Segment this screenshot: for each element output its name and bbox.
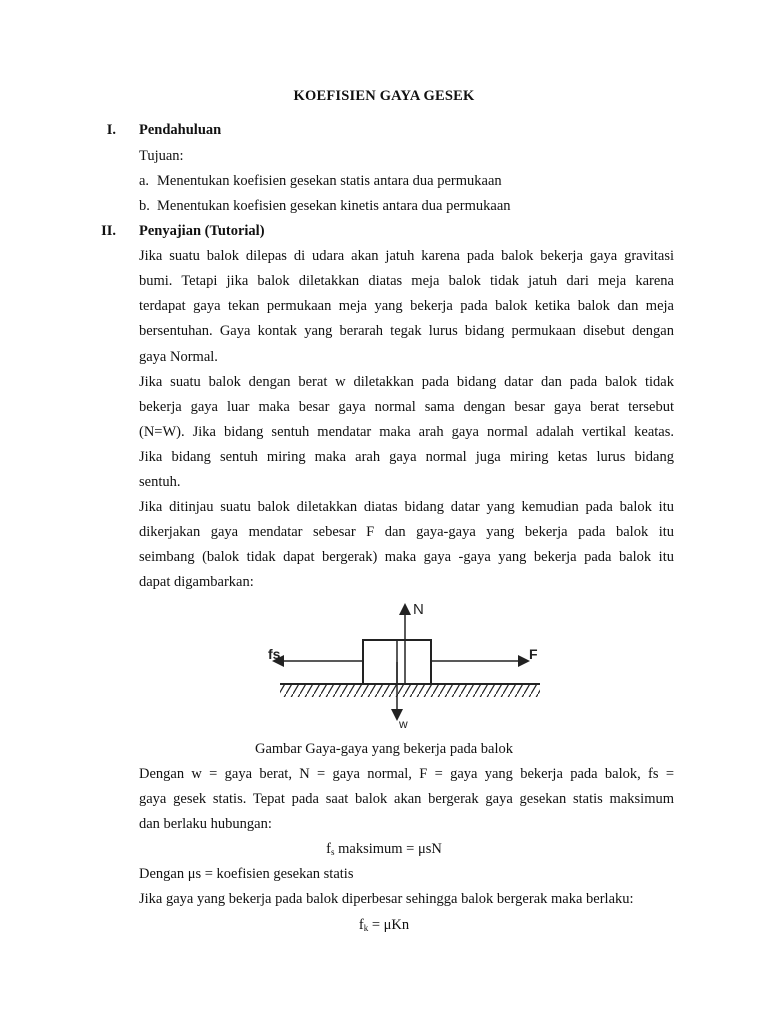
equation-static-friction [0,841,768,858]
paragraph-line: gaya Normal. [139,349,218,365]
figure-caption: Gambar Gaya-gaya yang bekerja pada balok [254,741,514,757]
section-2-heading: Penyajian (Tutorial) [139,223,265,239]
ground-hatch [280,685,540,697]
paragraph-line: sentuh. [139,474,181,490]
eq2-f: f [358,917,364,933]
objective-text-a: Menentukan koefisien gesekan statis antara dua permukaan [157,173,502,189]
paragraph-line: dan berlaku hubungan: [139,816,272,832]
paragraph-line: Jika suatu balok dengan berat w diletakkan pada bidang datar dan pada balok tidak [139,374,674,390]
paragraph-line: (N=W). Jika bidang sentuh mendatar maka arah gaya normal adalah vertikal keatas. [139,424,674,440]
paragraph-line: dapat digambarkan: [139,574,254,590]
paragraph-line: Jika bidang sentuh miring maka arah gaya normal juga miring ketas lurus bidang [139,449,674,465]
equation-kinetic-friction [0,917,768,934]
tujuan-label: Tujuan: [139,148,184,164]
section-2-number: II. [101,223,116,239]
paragraph-line: bersentuhan. Gaya kontak yang berarah tegak lurus bidang permukaan disebut dengan [139,323,674,339]
section-1-heading: Pendahuluan [139,122,222,138]
label-F: F [529,646,538,662]
document-title: KOEFISIEN GAYA GESEK [293,88,475,104]
eq1-sub: s [330,847,335,857]
eq1-f: f [326,841,331,857]
label-w: w [399,717,408,731]
label-fs: fs [268,646,281,662]
paragraph-line: seimbang (balok tidak dapat bergerak) maka gaya -gaya yang bekerja pada balok itu [139,549,674,565]
objective-label-a: a. [139,173,150,189]
eq2-rest: = μKn [368,917,410,933]
paragraph-line: bumi. Tetapi jika balok diletakkan diatas meja balok tidak jatuh dari meja karena [139,273,674,289]
paragraph-line: gaya gesek statis. Tepat pada saat balok akan bergerak gaya gesekan statis maksimum [139,791,674,807]
eq2-sub: k [363,923,369,933]
section-1-number: I. [106,122,116,138]
paragraph-line: dikerjakan gaya mendatar sebesar F dan gaya-gaya yang bekerja pada balok itu [139,524,674,540]
paragraph-line: Dengan w = gaya berat, N = gaya normal, F = gaya yang bekerja pada balok, fs = [139,766,674,782]
paragraph-line: Jika gaya yang bekerja pada balok diperbesar sehingga balok bergerak maka berlaku: [139,891,634,907]
paragraph-line: Dengan μs = koefisien gesekan statis [139,866,354,882]
paragraph-line: terdapat gaya tekan permukaan meja yang bekerja pada balok ketika balok dan meja [139,298,674,314]
eq1-rest: maksimum = μsN [334,841,442,857]
objective-item-b [139,198,511,215]
paragraph-line: Jika suatu balok dilepas di udara akan jatuh karena pada balok bekerja gaya gravitasi [139,248,674,264]
objective-text-b: Menentukan koefisien gesekan kinetis antara dua permukaan [157,198,511,214]
paragraph-line: bekerja gaya luar maka besar gaya normal sama dengan besar gaya berat tersebut [139,399,674,415]
label-N: N [413,601,424,618]
objective-item-a [139,173,502,190]
paragraph-line: Jika ditinjau suatu balok diletakkan diatas bidang datar yang kemudian pada balok itu [139,499,674,515]
force-diagram [265,598,545,736]
objective-label-b: b. [139,198,150,214]
